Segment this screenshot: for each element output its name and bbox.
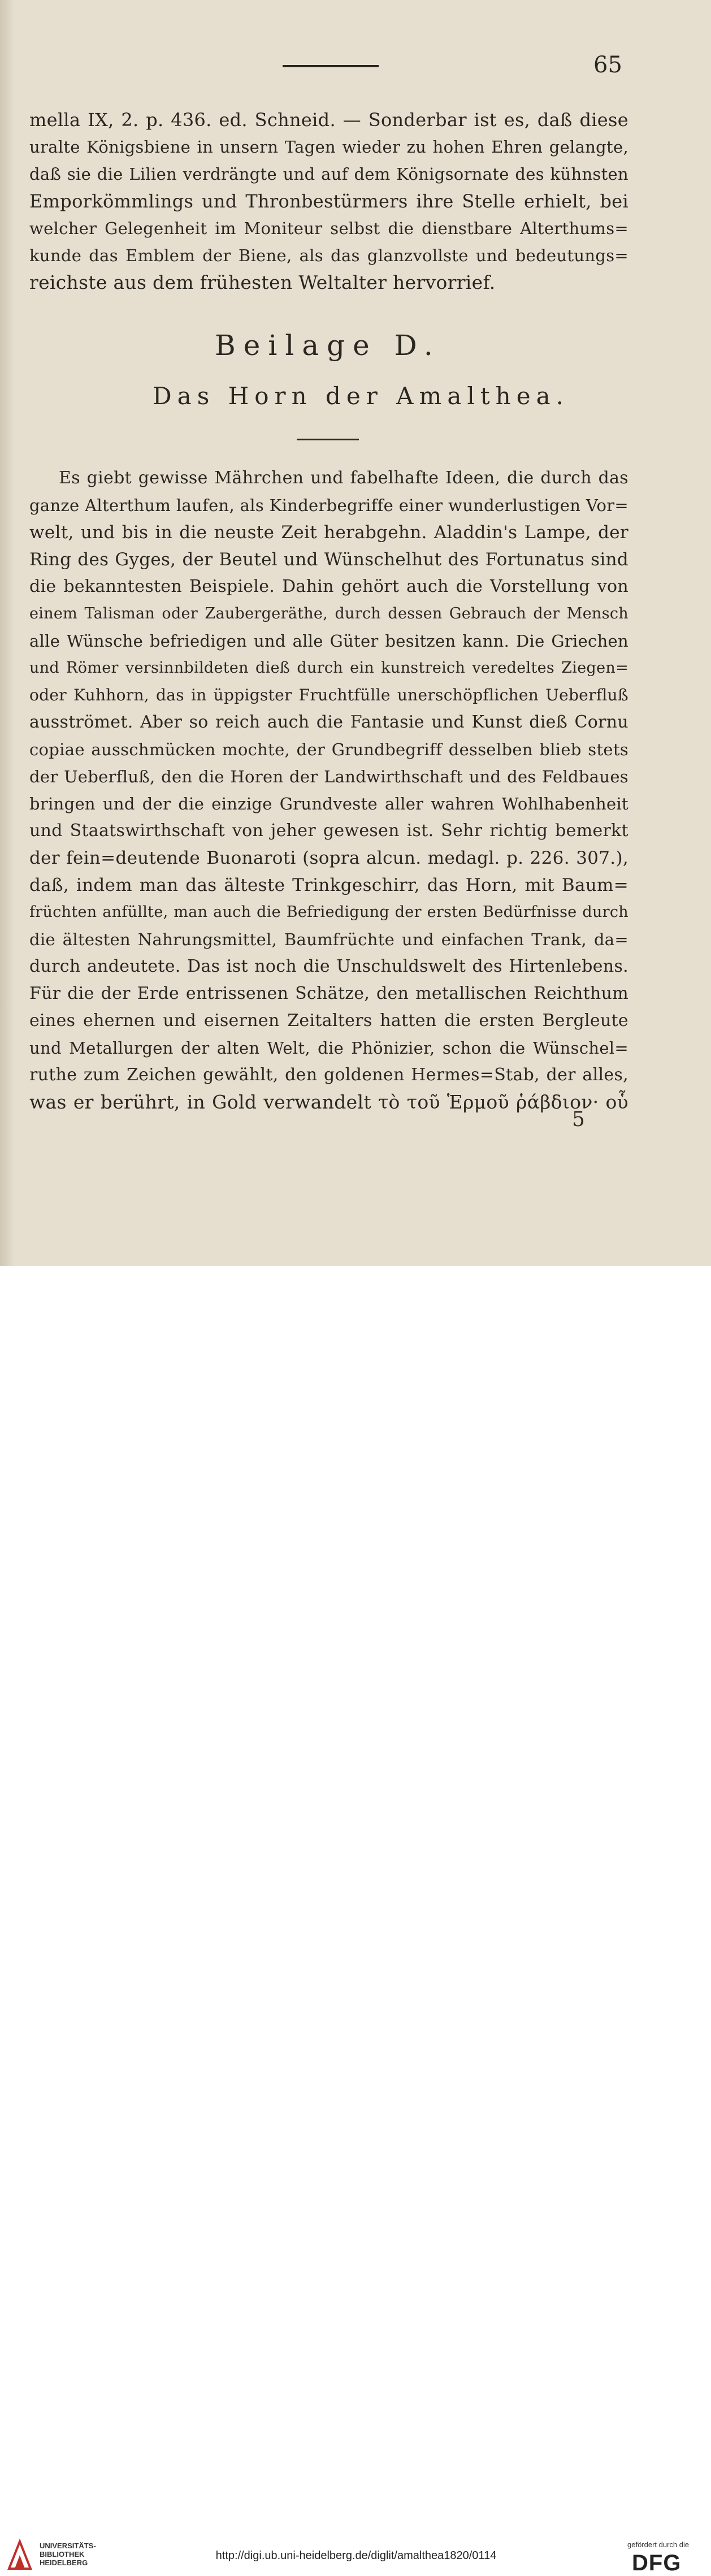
text-line: und Staatswirthschaft von jeher gewesen ist. Sehr richtig bemerkt [29,821,628,841]
dfg-logo: DFG [632,2551,682,2575]
scanned-page [0,0,711,1266]
text-line: ganze Alterthum laufen, als Kinderbegriffe einer wunderlustigen Vor= [29,496,628,515]
text-line: oder Kuhhorn, das in üppigster Fruchtfülle unerschöpflichen Ueberfluß [29,686,628,704]
text-line: Es giebt gewisse Mährchen und fabelhafte Ideen, die durch das [59,468,628,488]
text-line: eines ehernen und eisernen Zeitalters hatten die ersten Bergleute [29,1011,628,1031]
viewer-footer [0,1266,711,2575]
library-name-line: UNIVERSITÄTS- [40,2542,96,2550]
text-line: was er berührt, in Gold verwandelt τὸ τοῦ Ἑρμοῦ ῥάβδιον· οὗ [29,1091,628,1113]
library-name [40,2542,96,2567]
text-line: welcher Gelegenheit im Moniteur selbst die dienstbare Alterthums= [29,219,628,238]
text-line: kunde das Emblem der Biene, als das glanzvollste und bedeutungs= [29,246,628,265]
text-line: Ring des Gyges, der Beutel und Wünschelhut des Fortunatus sind [29,549,628,570]
text-line: früchten anfüllte, man auch die Befriedigung der ersten Bedürfnisse durch [29,903,628,921]
text-line: der fein=deutende Buonaroti (sopra alcun. medagl. p. 226. 307.), [29,848,628,868]
text-line: daß, indem man das älteste Trinkgeschirr, das Horn, mit Baum= [29,875,628,895]
text-line: durch andeutete. Das ist noch die Unschuldswelt des Hirtenlebens. [29,956,628,976]
text-line: alle Wünsche befriedigen und alle Güter besitzen kann. Die Griechen [29,631,628,651]
text-line: Emporkömmlings und Thronbestürmers ihre Stelle erhielt, bei [29,191,628,212]
section-rule [297,439,359,440]
text-line: und Metallurgen der alten Welt, die Phönizier, schon die Wünschel= [29,1038,628,1058]
paragraph-1 [29,106,628,296]
text-line: ausströmet. Aber so reich auch die Fantasie und Kunst dieß Cornu [29,712,628,732]
signature-mark: 5 [572,1108,585,1131]
text-line: uralte Königsbiene in unsern Tagen wieder zu hohen Ehren gelangte, [29,137,628,157]
university-library-logo-icon [7,2539,33,2571]
text-line: Für die der Erde entrissenen Schätze, den metallischen Reichthum [29,984,628,1003]
text-line: die bekanntesten Beispiele. Dahin gehört auch die Vorstellung von [29,577,628,596]
funder-note: gefördert durch die [627,2540,690,2549]
text-line: der Ueberfluß, den die Horen der Landwirthschaft und des Feldbaues [29,767,628,786]
section-title: Das Horn der Amalthea. [153,382,569,410]
supplement-heading: Beilage D. [215,329,441,362]
text-line: einem Talisman oder Zaubergeräthe, durch dessen Gebrauch der Mensch [29,605,628,622]
text-line: bringen und der die einzige Grundveste aller wahren Wohlhabenheit [29,794,628,813]
text-line: mella IX, 2. p. 436. ed. Schneid. — Sonderbar ist es, daß diese [29,109,628,131]
text-line: ruthe zum Zeichen gewählt, den goldenen Hermes=Stab, der alles, [29,1065,628,1085]
library-name-line: BIBLIOTHEK [40,2550,85,2558]
header-rule [283,65,379,67]
text-line: die ältesten Nahrungsmittel, Baumfrüchte und einfachen Trank, da= [29,930,628,949]
text-line: copiae ausschmücken mochte, der Grundbegriff desselben blieb stets [29,740,628,759]
page-number: 65 [593,52,622,78]
text-line: welt, und bis in die neuste Zeit herabgehn. Aladdin's Lampe, der [29,522,628,543]
text-line: und Römer versinnbildeten dieß durch ein kunstreich veredeltes Ziegen= [29,659,628,677]
paragraph-2 [29,465,628,1116]
permalink-url[interactable]: http://digi.ub.uni-heidelberg.de/diglit/amalthea1820/0114 [215,2549,497,2562]
text-line: reichste aus dem frühesten Weltalter hervorrief. [29,271,496,293]
page-edge-shadow [0,0,15,1266]
library-name-line: HEIDELBERG [40,2558,88,2567]
text-line: daß sie die Lilien verdrängte und auf dem Königsornate des kühnsten [29,164,628,184]
